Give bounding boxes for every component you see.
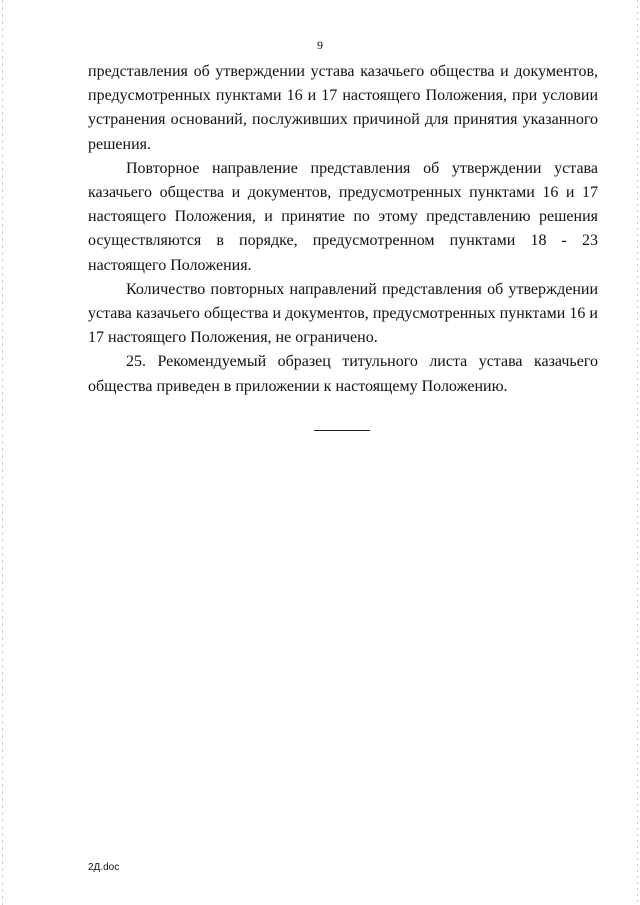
page-number: 9 <box>317 38 323 52</box>
paragraph-item-25: 25. Рекомендуемый образец титульного листа устава казачьего общества приведен в приложении к настоящему Положению. <box>88 353 598 395</box>
scan-edge-right <box>637 0 638 905</box>
body-text <box>88 60 598 399</box>
end-separator-line <box>314 430 370 431</box>
paragraph-repeat-submission: Повторное направление представления об утверждении устава казачьего общества и документов, предусмотренных пунктами 16 и 17 настоящего Положения, и принятие по этому представлению решения осуществляются в порядке, предусмотренном пунктами 18 - 23 настоящего Положения. <box>88 159 598 274</box>
scan-edge-left <box>2 0 3 905</box>
footer-filename: 2Д.doc <box>88 862 120 873</box>
paragraph-submission-count: Количество повторных направлений представления об утверждении устава казачьего общества и документов, предусмотренных пунктами 16 и 17 настоящего Положения, не ограничено. <box>88 280 598 347</box>
paragraph-continuation: представления об утверждении устава казачьего общества и документов, предусмотренных пунктами 16 и 17 настоящего Положения, при условии устранения оснований, послуживших причиной для принятия указанного решения. <box>88 63 598 153</box>
